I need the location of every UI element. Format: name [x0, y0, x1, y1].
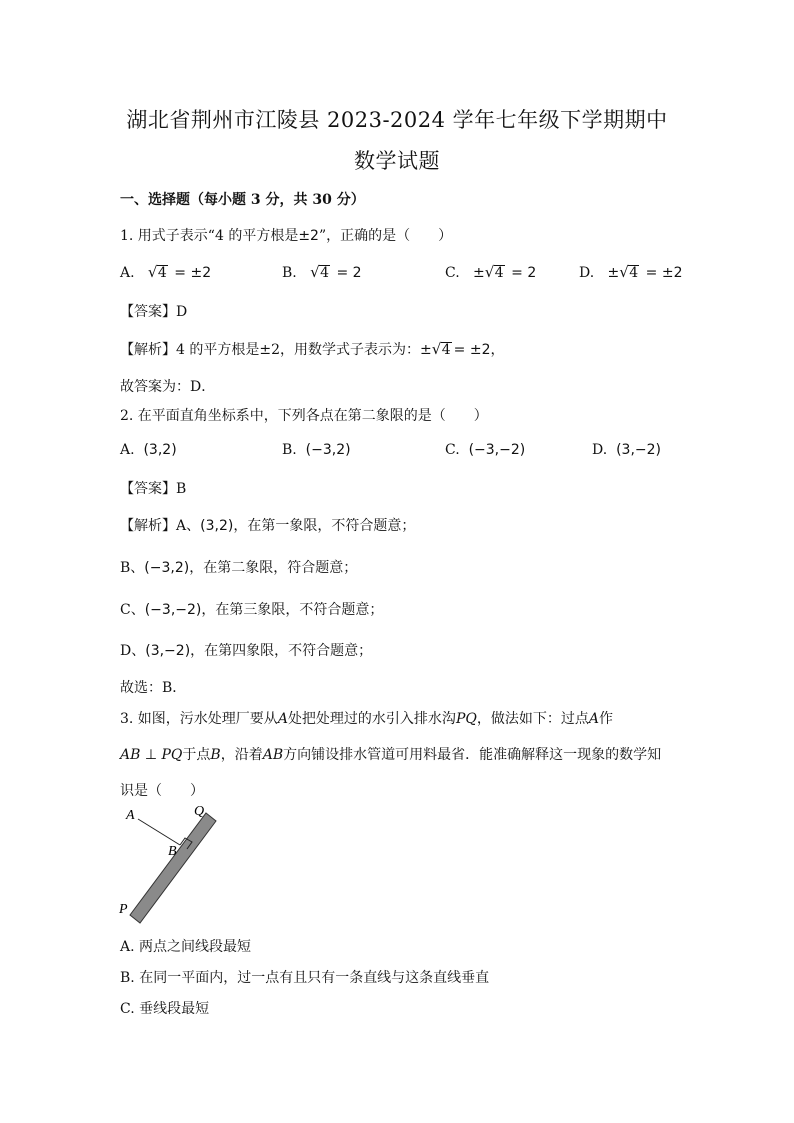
stem-text: ，做法如下：过点 — [476, 711, 589, 727]
option-rhs: = 2 — [336, 265, 362, 281]
radicand: 4 — [441, 342, 451, 358]
analysis-text: ，在第四象限，不符合题意； — [190, 643, 373, 659]
q1-answer: 【答案】D — [120, 304, 188, 320]
option-rhs: = 2 — [511, 265, 537, 281]
radicand: 4 — [320, 265, 330, 281]
q1-stem — [120, 225, 452, 245]
option-rhs: = ±2 — [174, 265, 212, 281]
analysis-text: ，在第三象限，不符合题意； — [201, 602, 384, 618]
option-letter: A. — [120, 442, 135, 458]
ditch-pq — [130, 813, 216, 923]
analysis-text: ，在第一象限，不符合题意； — [233, 518, 416, 534]
math-var: AB — [120, 747, 141, 763]
option-letter: C. — [445, 442, 460, 458]
option-letter: A. — [120, 265, 135, 281]
q2-stem: 2. 在平面直角坐标系中，下列各点在第二象限的是（ ） — [120, 408, 488, 424]
q1-option-b — [282, 265, 362, 281]
q2-option-b — [282, 442, 351, 458]
math-var: PQ — [161, 747, 183, 763]
doc-title-line1: 湖北省荆州市江陵县 2023-2024 学年七年级下学期期中 — [126, 108, 668, 132]
stem-text: 处把处理过的水引入排水沟 — [287, 711, 456, 727]
q1-option-d — [579, 265, 682, 281]
q2-analysis-line-3 — [120, 599, 383, 619]
q3-stem-line-3: 识是（ ） — [120, 783, 204, 799]
q1-conclusion: 故答案为：D． — [120, 379, 216, 395]
sqrt-expression: √ 4 — [147, 263, 167, 281]
q3-option-b: B. 在同一平面内，过一点有且只有一条直线与这条直线垂直 — [120, 970, 490, 986]
analysis-text: 【解析】4 的平方根是±2，用数学式子表示为： — [120, 342, 420, 358]
analysis-math-suffix: = ±2， — [453, 342, 505, 358]
option-value: (−3,2) — [305, 442, 351, 458]
option-letter: B. — [282, 265, 297, 281]
perpendicular-symbol: ⊥ — [144, 747, 158, 763]
stem-text: 3. 如图，污水处理厂要从 — [120, 711, 278, 727]
radicand: 4 — [157, 265, 167, 281]
option-rhs: = ±2 — [645, 265, 683, 281]
math-var: PQ — [455, 711, 477, 727]
q1-option-a — [120, 265, 211, 281]
point-coordinate: (3,2) — [200, 518, 234, 534]
analysis-text: D、 — [120, 643, 146, 659]
option-value: (−3,−2) — [468, 442, 526, 458]
analysis-text: C、 — [120, 602, 145, 618]
option-value: (3,−2) — [616, 442, 662, 458]
label-p: P — [119, 902, 128, 917]
analysis-math-prefix: ± — [420, 342, 432, 358]
q2-option-a — [120, 442, 177, 458]
sqrt-expression: √ 4 — [484, 263, 504, 281]
sqrt-expression: √ 4 — [310, 263, 330, 281]
sqrt-expression: √ 4 — [431, 340, 451, 358]
option-letter: C. — [445, 265, 460, 281]
stem-text: 于点 — [182, 747, 211, 763]
q3-stem-line-2 — [120, 744, 661, 764]
option-letter: B. — [282, 442, 297, 458]
label-a: A — [126, 808, 135, 823]
point-coordinate: (−3,−2) — [144, 602, 202, 618]
analysis-text: 【解析】A、 — [120, 518, 201, 534]
q2-conclusion: 故选：B． — [120, 680, 187, 696]
stem-text: 方向铺设排水管道可用料最省．能准确解释这一现象的数学知 — [283, 747, 662, 763]
q3-stem-line-1 — [120, 708, 613, 728]
q2-answer: 【答案】B — [120, 481, 187, 497]
math-var: A — [588, 711, 599, 727]
segment-ab — [138, 819, 180, 845]
q3-option-a: A. 两点之间线段最短 — [120, 939, 252, 955]
point-coordinate: (3,−2) — [145, 643, 191, 659]
q2-option-d — [592, 442, 661, 458]
option-prefix: ± — [607, 265, 620, 281]
analysis-text: B、 — [120, 560, 145, 576]
option-prefix: ± — [473, 265, 485, 281]
stem-text: ，沿着 — [220, 747, 263, 763]
label-b: B — [168, 844, 177, 859]
option-value: (3,2) — [143, 442, 177, 458]
math-var: AB — [262, 747, 284, 763]
q1-stem-post: ”，正确的是（ ） — [318, 228, 453, 244]
q2-option-c — [445, 442, 525, 458]
q1-stem-pm2: ±2 — [298, 228, 319, 244]
q1-option-c — [445, 265, 536, 281]
q3-option-c: C. 垂线段最短 — [120, 1001, 210, 1017]
point-coordinate: (−3,2) — [144, 560, 190, 576]
option-letter: D. — [592, 442, 608, 458]
analysis-text: ，在第二象限，符合题意； — [189, 560, 358, 576]
q1-stem-pre: 1. 用式子表示“4 的平方根是 — [120, 228, 299, 244]
drainage-figure — [118, 805, 228, 925]
q1-analysis — [120, 339, 504, 359]
math-var: B — [210, 747, 221, 763]
option-letter: D. — [579, 265, 595, 281]
label-q: Q — [194, 805, 205, 819]
stem-text: 作 — [598, 711, 613, 727]
radicand: 4 — [494, 265, 504, 281]
doc-title-line2: 数学试题 — [354, 149, 440, 173]
math-var: A — [277, 711, 288, 727]
section-heading: 一、选择题（每小题 3 分，共 30 分） — [120, 192, 365, 208]
q2-analysis-line-2 — [120, 557, 357, 577]
q2-analysis-line-4 — [120, 640, 372, 660]
radicand: 4 — [629, 265, 639, 281]
sqrt-expression: √ 4 — [619, 263, 639, 281]
q2-analysis-line-1 — [120, 515, 415, 535]
